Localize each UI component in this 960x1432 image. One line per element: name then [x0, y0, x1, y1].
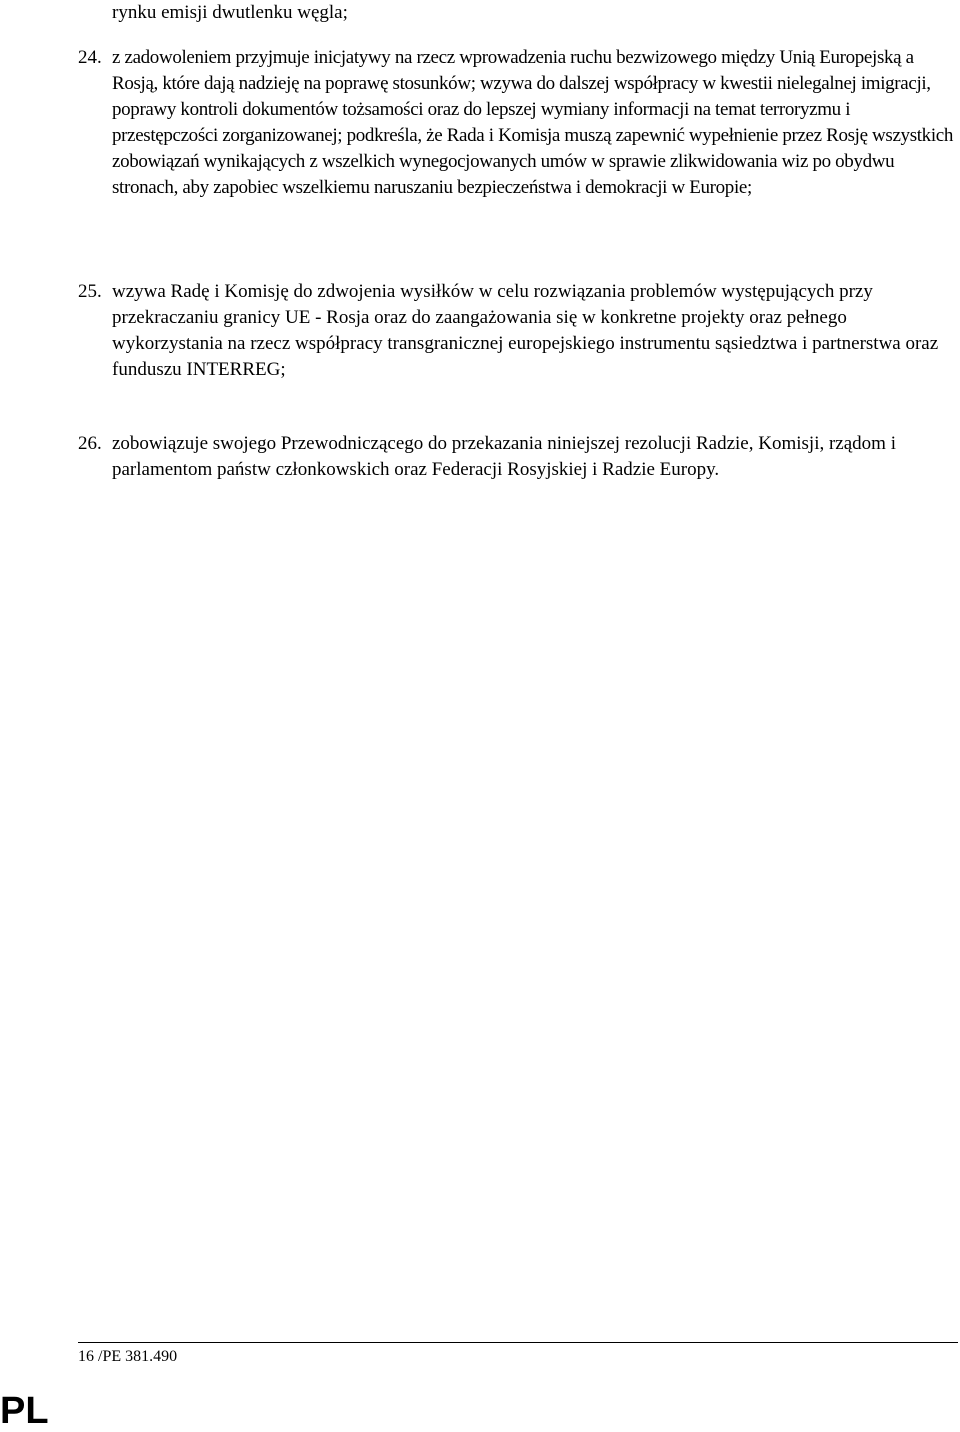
language-code: PL	[0, 1390, 49, 1432]
page-reference: 16 /PE 381.490	[78, 1348, 178, 1365]
paragraph-text: zobowiązuje swojego Przewodniczącego do przekazania niniejszej rezolucji Radzie, Komisji, rządom i parlamentom państw członkowskich oraz Federacji Rosyjskiej i Radzie Europy.	[112, 433, 896, 480]
footer-divider	[78, 1342, 958, 1343]
paragraph-text: z zadowoleniem przyjmuje inicjatywy na rzecz wprowadzenia ruchu bezwizowego między Unią Europejską a Rosją, które dają nadzieję na poprawę stosunków; wzywa do dalszej współpracy w kwestii nielegalnej imigracji, poprawy kontroli dokumentów tożsamości oraz do lepszej wymiany informacji na temat terroryzmu i przestępczości zorganizowanej; podkreśla, że Rada i Komisja muszą zapewnić wypełnienie przez Rosję wszystkich zobowiązań wynikających z wszelkich wynegocjowanych umów w sprawie zlikwidowania wiz po obydwu stronach, aby zapobiec wszelkiemu naruszaniu bezpieczeństwa i demokracji w Europie;	[112, 47, 953, 198]
paragraph-number: 26.	[78, 433, 102, 454]
intro-line: rynku emisji dwutlenku węgla;	[112, 2, 348, 23]
paragraph-number: 24.	[78, 47, 102, 68]
paragraph-text: wzywa Radę i Komisję do zdwojenia wysiłków w celu rozwiązania problemów występujących przy przekraczaniu granicy UE - Rosja oraz do zaangażowania się w konkretne projekty oraz pełnego wykorzystania na rzecz współpracy transgranicznej europejskiego instrumentu sąsiedztwa i partnerstwa oraz funduszu INTERREG;	[112, 281, 939, 380]
paragraph-26	[78, 431, 958, 483]
paragraph-24	[78, 45, 958, 201]
paragraph-25	[78, 279, 958, 383]
paragraph-number: 25.	[78, 281, 102, 302]
